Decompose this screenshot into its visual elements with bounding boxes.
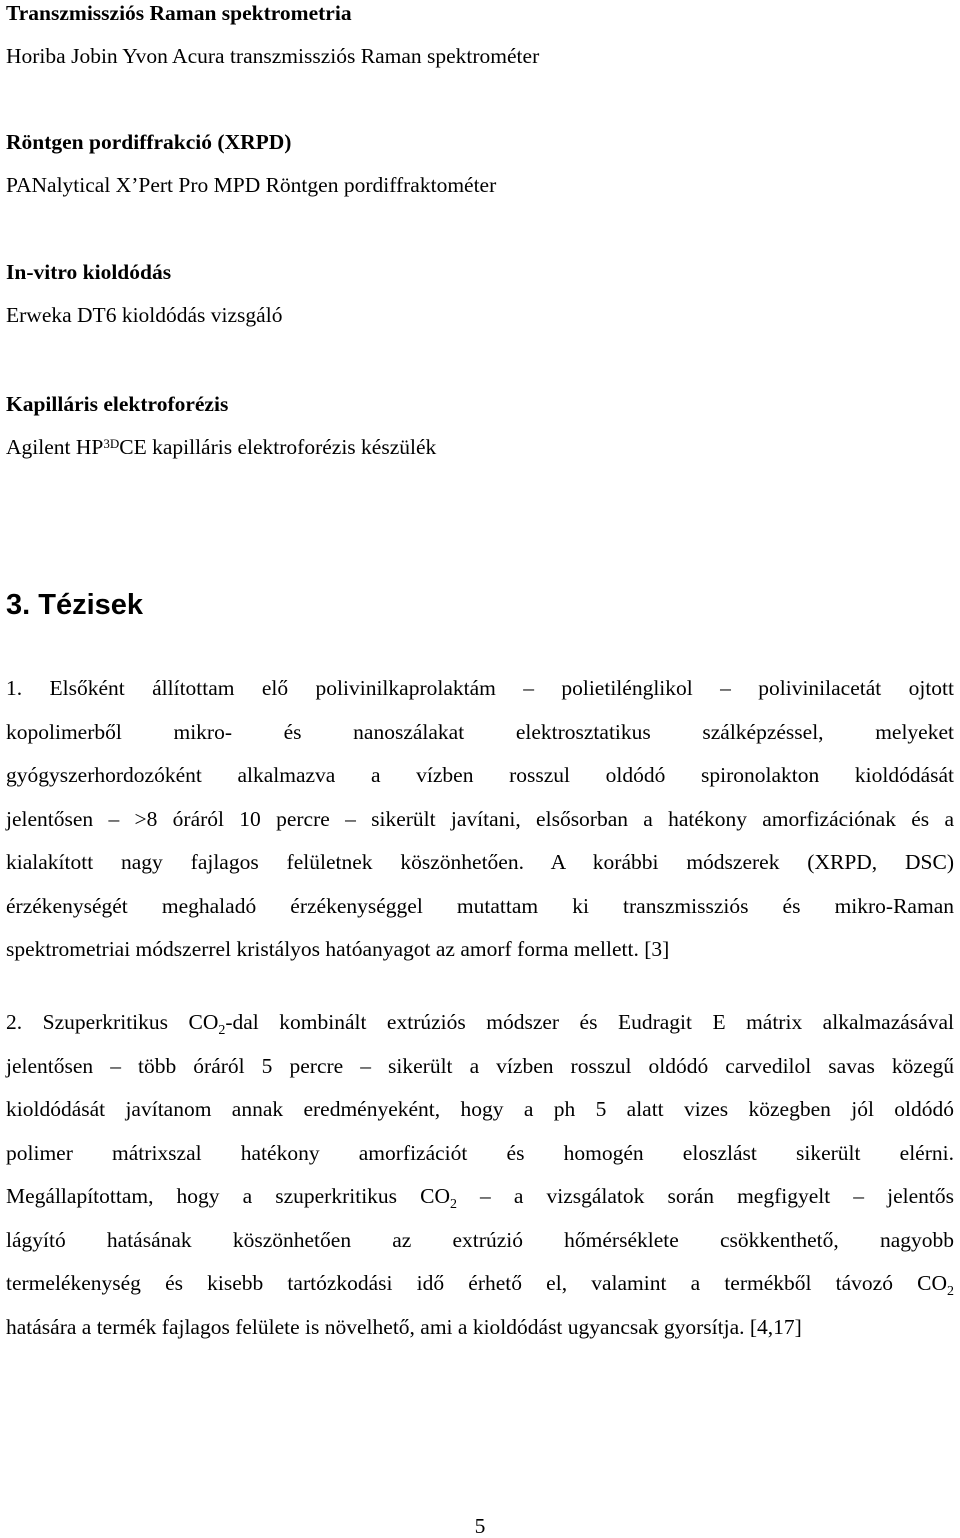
instrument-text-before: Agilent HP	[6, 435, 104, 459]
thesis-2-text: – a vizsgálatok során megfigyelt – jelentős	[456, 1184, 954, 1208]
method-heading-xrpd: Röntgen pordiffrakció (XRPD)	[6, 130, 292, 154]
thesis-1-paragraph	[6, 667, 954, 972]
thesis-1-line: érzékenységét meghaladó érzékenységgel mutattam ki transzmissziós és mikro-Raman	[6, 893, 954, 918]
method-heading-electrophoresis: Kapilláris elektroforézis	[6, 392, 229, 416]
thesis-2-line	[6, 1001, 954, 1045]
thesis-1-line: kopolimerből mikro- és nanoszálakat elektrosztatikus szálképzéssel, melyeket	[6, 719, 954, 744]
thesis-2-line: lágyító hatásának köszönhetően az extrúzió hőmérséklete csökkenthető, nagyobb	[6, 1227, 954, 1252]
method-instrument-raman: Horiba Jobin Yvon Acura transzmissziós Raman spektrométer	[6, 44, 540, 68]
method-instrument-xrpd: PANalytical X’Pert Pro MPD Röntgen pordiffraktométer	[6, 173, 497, 197]
thesis-1-line: kialakított nagy fajlagos felületnek köszönhetően. A korábbi módszerek (XRPD, DSC)	[6, 850, 954, 874]
thesis-2-line: hatására a termék fajlagos felülete is növelhető, ami a kioldódást ugyancsak gyorsítja. [4,17]	[6, 1314, 802, 1339]
method-instrument-dissolution: Erweka DT6 kioldódás vizsgáló	[6, 303, 283, 327]
section-title: 3. Tézisek	[6, 589, 144, 621]
page-number: 5	[474, 1514, 486, 1538]
subscript: 2	[449, 1197, 457, 1212]
method-heading-raman: Transzmissziós Raman spektrometria	[6, 1, 352, 25]
method-heading-dissolution: In-vitro kioldódás	[6, 260, 172, 284]
thesis-1-line: 1. Elsőként állítottam elő polivinilkaprolaktám – polietilénglikol – polivinilacetát ojtott	[6, 676, 954, 700]
subscript: 2	[218, 1023, 226, 1038]
thesis-2-paragraph	[6, 1001, 954, 1349]
thesis-2-line: polimer mátrixszal hatékony amorfizációt és homogén eloszlást sikerült elérni.	[6, 1140, 954, 1165]
thesis-2-text: termelékenység és kisebb tartózkodási idő érhető el, valamint a termékből távozó CO	[6, 1271, 947, 1295]
thesis-2-line: jelentősen – több óráról 5 percre – sikerült a vízben rosszul oldódó carvedilol savas közegű	[6, 1053, 954, 1078]
thesis-1-line: spektrometriai módszerrel kristályos hatóanyagot az amorf forma mellett. [3]	[6, 937, 670, 961]
thesis-2-text: 2. Szuperkritikus CO	[6, 1010, 219, 1034]
thesis-2-line	[6, 1262, 954, 1306]
thesis-2-text: Megállapítottam, hogy a szuperkritikus CO	[6, 1184, 450, 1208]
subscript: 2	[947, 1284, 954, 1299]
thesis-2-text: -dal kombinált extrúziós módszer és Eudragit E mátrix alkalmazásával	[225, 1010, 954, 1034]
thesis-1-line: gyógyszerhordozóként alkalmazva a vízben rosszul oldódó spironolakton kioldódását	[6, 763, 954, 787]
method-instrument-electrophoresis	[6, 434, 436, 460]
thesis-2-line	[6, 1175, 954, 1219]
instrument-superscript: 3D	[103, 436, 120, 451]
thesis-2-line: kioldódását javítanom annak eredményeként, hogy a ph 5 alatt vizes közegben jól oldódó	[6, 1097, 954, 1121]
thesis-1-line: jelentősen – >8 óráról 10 percre – sikerült javítani, elsősorban a hatékony amorfizációnak és a	[6, 806, 954, 831]
instrument-text-after: CE kapilláris elektroforézis készülék	[119, 435, 437, 459]
